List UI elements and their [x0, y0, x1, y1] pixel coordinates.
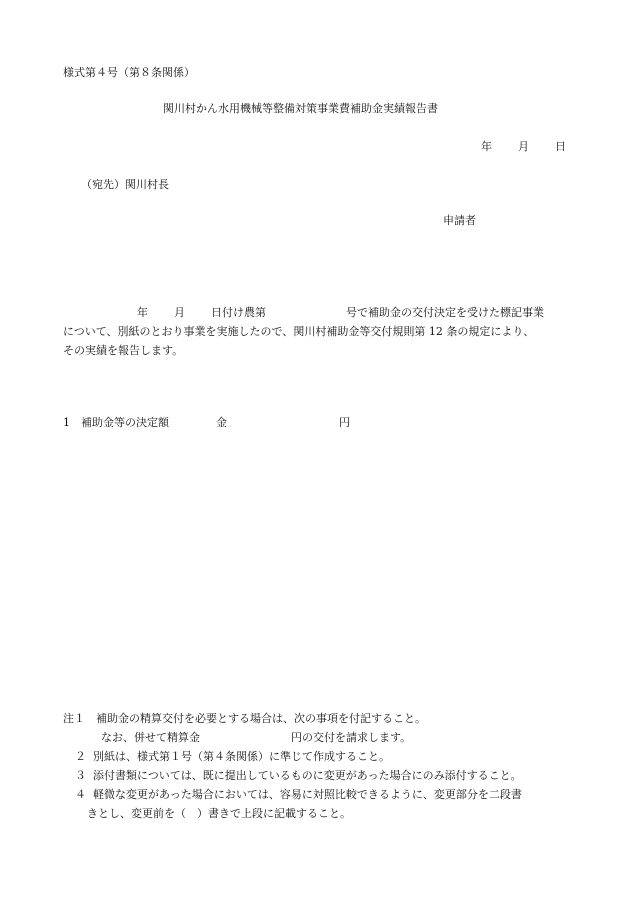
date-year: 年 — [481, 140, 492, 153]
note-1-text: 補助金の精算交付を必要とする場合は、次の事項を付記すること。 — [96, 712, 426, 725]
note-1-sub-b: 円の交付を請求します。 — [291, 731, 412, 744]
note-3-text: 添付書類については、既に提出しているものに変更があった場合にのみ添付すること。 — [93, 769, 522, 782]
section-1-label: 補助金等の決定額 — [81, 416, 169, 429]
note-4-text: 軽微な変更があった場合においては、容易に対照比較できるように、変更部分を二段書 — [93, 788, 522, 801]
note-2-text: 別紙は、様式第１号（第４条関係）に準じて作成すること。 — [93, 750, 390, 763]
note-3-number: ３ — [75, 769, 86, 782]
addressee: （宛先）関川村長 — [81, 178, 169, 191]
date-day: 日 — [555, 140, 566, 153]
body-year: 年 — [137, 306, 148, 319]
body-month: 月 — [174, 306, 185, 319]
section-1-number: 1 — [63, 416, 70, 429]
applicant-label: 申請者 — [443, 214, 476, 227]
body-line2: について、別紙のとおり事業を実施したので、関川村補助金等交付規則第 12 条の規定により、 — [63, 325, 535, 338]
body-date-suffix: 日付け農第 — [211, 306, 266, 319]
section-1-prefix: 金 — [216, 416, 227, 429]
document-title: 関川村かん水用機械等整備対策事業費補助金実績報告書 — [163, 102, 438, 115]
section-1-unit: 円 — [339, 416, 350, 429]
body-line3: その実績を報告します。 — [63, 344, 184, 357]
form-number: 様式第４号（第８条関係） — [63, 66, 195, 79]
note-2-number: ２ — [75, 750, 86, 763]
note-1-label: 注１ — [63, 712, 85, 725]
note-4-continuation: きとし、変更前を（ ）書きで上段に記載すること。 — [87, 807, 351, 820]
date-month: 月 — [518, 140, 529, 153]
note-1-sub-a: なお、併せて精算金 — [101, 731, 200, 744]
note-4-number: ４ — [75, 788, 86, 801]
body-line1-text: 号で補助金の交付決定を受けた標記事業 — [346, 306, 544, 319]
